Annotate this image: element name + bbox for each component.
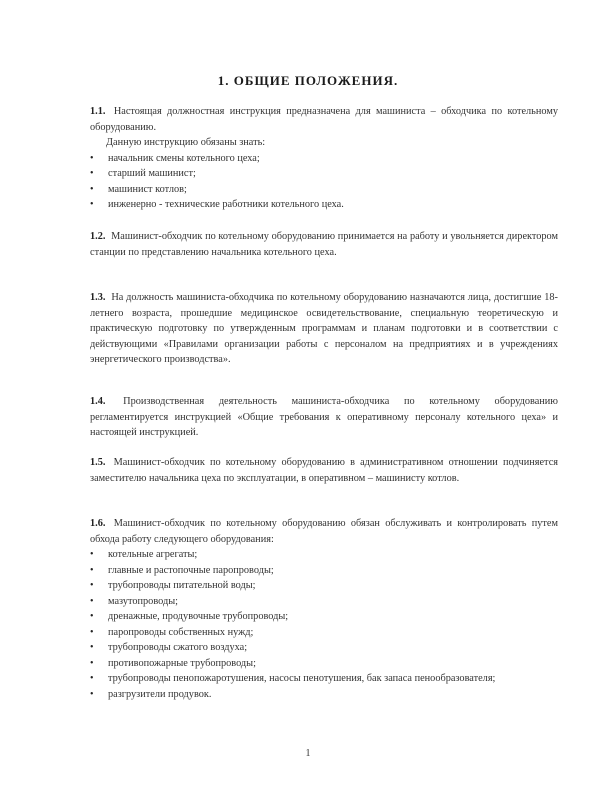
bullet-icon: •	[90, 642, 94, 653]
list-item: • противопожарные трубопроводы;	[90, 656, 558, 672]
bullet-icon: •	[90, 152, 94, 164]
bullet-icon: •	[90, 549, 94, 560]
section-number: 1.1.	[90, 106, 106, 117]
bullet-icon: •	[90, 183, 94, 195]
section-number: 1.3.	[90, 292, 106, 303]
bullet-icon: •	[90, 673, 94, 684]
bullet-icon: •	[90, 595, 94, 607]
section-text: На должность машиниста-обходчика по котельному оборудованию назначаются лица, достигшие 18-летнего возраста, прошедшие медицинское освидетельствование, специальную теоретическую и практическую подготовку по утвержденным программам и планам подготовки и в соответствии с действующими «Правилами организации работы с персоналом на предприятиях и в учреждениях энергетического производства».	[90, 292, 558, 365]
section-1-1	[90, 104, 558, 213]
list-item: • главные и растопочные паропроводы;	[90, 563, 558, 579]
list-item: • трубопроводы питательной воды;	[90, 578, 558, 594]
bullet-icon: •	[90, 688, 94, 700]
list-item: • машинист котлов;	[90, 182, 558, 198]
list-item: • начальник смены котельного цеха;	[90, 151, 558, 167]
section-number: 1.6.	[90, 518, 106, 529]
section-1-1-paragraph	[90, 104, 558, 135]
section-text: Машинист-обходчик по котельному оборудованию принимается на работу и увольняется директором станции по представлению начальника котельного цеха.	[90, 231, 559, 258]
bullet-icon: •	[90, 199, 94, 210]
list-item: • паропроводы собственных нужд;	[90, 625, 558, 641]
list-item: • дренажные, продувочные трубопроводы;	[90, 609, 558, 625]
section-1-6	[90, 516, 558, 702]
section-1-6-paragraph	[90, 516, 558, 547]
section-1-1-intro: Данную инструкцию обязаны знать:	[106, 137, 266, 148]
section-1-6-list	[90, 547, 558, 702]
section-number: 1.2.	[90, 231, 106, 242]
section-text: Производственная деятельность машиниста-обходчика по котельному оборудованию регламентируется инструкцией «Общие требования к оперативному персоналу котельного цеха» и настоящей инструкцией.	[90, 396, 558, 438]
page-number: 1	[305, 748, 311, 759]
list-item: • разгрузители продувок.	[90, 687, 558, 703]
list-item: • трубопроводы пенопожаротушения, насосы пенотушения, бак запаса пенообразователя;	[90, 671, 558, 687]
list-item: • инженерно - технические работники котельного цеха.	[90, 197, 558, 213]
list-item: • старший машинист;	[90, 166, 558, 182]
section-1-5	[90, 455, 558, 486]
page-title: 1. ОБЩИЕ ПОЛОЖЕНИЯ.	[217, 73, 399, 88]
bullet-icon: •	[90, 657, 94, 669]
bullet-icon: •	[90, 626, 94, 638]
bullet-icon: •	[90, 580, 94, 591]
list-item: • котельные агрегаты;	[90, 547, 558, 563]
section-number: 1.5.	[90, 457, 106, 468]
section-text: Машинист-обходчик по котельному оборудованию в административном отношении подчиняется заместителю начальника цеха по эксплуатации, в оперативном – машинисту котлов.	[90, 457, 558, 484]
section-1-4	[90, 394, 558, 441]
section-text: Настоящая должностная инструкция предназначена для машиниста – обходчика по котельному оборудованию.	[90, 106, 559, 133]
list-item: • трубопроводы сжатого воздуха;	[90, 640, 558, 656]
section-1-3	[90, 290, 558, 368]
section-1-1-list	[90, 151, 558, 213]
list-item: • мазутопроводы;	[90, 594, 558, 610]
section-1-2	[90, 229, 558, 260]
bullet-icon: •	[90, 564, 94, 576]
bullet-icon: •	[90, 611, 94, 622]
bullet-icon: •	[90, 168, 94, 179]
section-number: 1.4.	[90, 396, 106, 407]
section-text: Машинист-обходчик по котельному оборудованию обязан обслуживать и контролировать путем обхода работу следующего оборудования:	[90, 518, 558, 545]
